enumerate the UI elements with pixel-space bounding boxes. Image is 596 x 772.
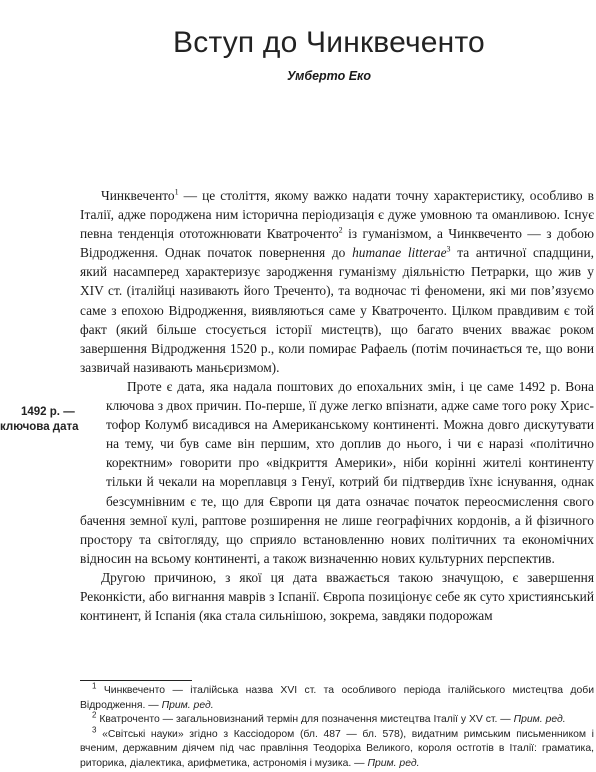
margin-note-line: 1492 р. —	[21, 405, 75, 418]
footnote-text: «Світські науки» згідно з Кассіодором (бл. 487 — бл. 578), видатним римським письменником і вченим, державним діячем під час правління Теодоріха Великого, короля остготів в Італії: граматика, риторика, діалектика, арифметика, астрономія і музика. —	[80, 728, 594, 769]
paragraph-text: та античної спадщини, який насамперед характеризує зародження гуманізму діяльністю Петрарки, що жив у XIV ст. (італійці називають його Треченто), та водночас ті феномени, які ми пов’язуємо саме з епохою Відродження, виявляються саме у Кватроченто. Цілком правдивим є той факт (який більше стосується історії мистецтв), що багато вчених вважає роком завершення Відродження 1520 р., коли помирає Рафаель (потім починається те, що вони зазвичай називають маньєризмом).	[80, 245, 594, 375]
paragraph-1	[80, 186, 594, 377]
footnote-1	[80, 681, 594, 713]
margin-note	[0, 377, 106, 500]
paragraph-2	[0, 377, 594, 568]
main-text	[0, 186, 594, 625]
editor-note: Прим. ред.	[513, 714, 566, 726]
latin-term: humanae litterae	[352, 245, 447, 261]
footnote-ref-2: 2	[338, 225, 343, 235]
footnote-3	[80, 725, 594, 772]
footnote-2	[80, 710, 594, 728]
footnote-text: Кватроченто — загальновизнаний термін для позначення мистецтва Італії у XV ст. —	[96, 714, 514, 726]
author-name: Умберто Еко	[286, 69, 372, 83]
footnote-ref-1: 1	[174, 187, 179, 197]
footnote-text: Чинквеченто — італійська назва XVI ст. та особливого періода італійського мистецтва доби Відродження. —	[80, 685, 594, 711]
paragraph-3: Другою причиною, з якої ця дата вважається такою значущою, є завершення Реконкісти, або вигнання маврів з Іспанії. Європа позиціонує себе як суто християнський континент, й Іспанія (яка стала сильнішою, зокрема, завдяки подорожам	[80, 569, 594, 624]
editor-note: Прим. ред.	[161, 699, 214, 711]
paragraph-text: із гуманізмом, а Чинквеченто — з добою Відродження. Однак початок повернення до	[80, 226, 594, 261]
footnote-ref-3: 3	[446, 244, 451, 254]
footnote-divider	[80, 680, 192, 681]
footnote-number: 3	[92, 725, 97, 735]
page-title: Вступ до Чинквеченто	[173, 26, 485, 59]
paragraph-text: Проте є дата, яка надала поштових до епохальних змін, і це саме 1492 р. Вона ключова з двох причин. По-перше, її дуже легко впізнати, адже саме того року Христофор Колумб висадився на Американському континенті. Можна довго дискутувати на тему, чи був саме він першим, хто доплив до нього, і чи є наразі «політично коректним» говорити про «відкриття Америки», ніби корінні жителі континенту тільки й чекали на мореплавця з Генуї, котрий би підтвердив їхнє існування, однак безсумнівним є те, що для Європи ця дата означає початок переосмислення свого бачення земної кулі, раптове розширення не лише географічних кордонів, а й фізичного простору та світогляду, що сприяло встановленню нових політичних та економічних відносин на всьому континенті, а також визначенню нових культурних перспектив.	[80, 378, 594, 566]
paragraph-text: — це століття, якому важко надати точну характеристику, особливо в Італії, адже породжена ним історична періодизація є дуже умовною та оманливою. Існує певна тенденція ототожнювати Кватроченто	[80, 188, 594, 242]
footnote-number: 1	[92, 681, 97, 691]
editor-note: Прим. ред.	[367, 757, 420, 769]
footnotes	[80, 681, 594, 772]
footnote-number: 2	[92, 710, 97, 720]
term-cinquecento: Чинквеченто	[101, 188, 175, 203]
margin-note-line: ключова дата	[0, 420, 79, 433]
